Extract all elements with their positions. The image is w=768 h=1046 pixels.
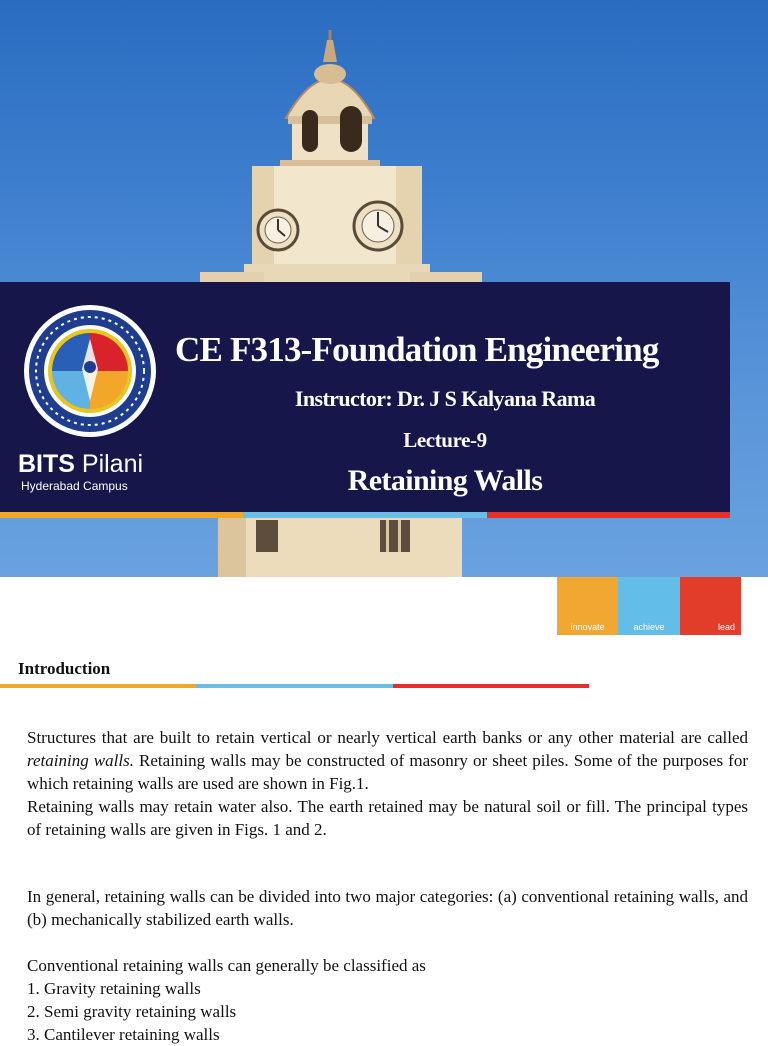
- content-body: [27, 726, 748, 1046]
- badge-innovate: innovate: [557, 577, 618, 635]
- paragraph-1: Structures that are built to retain vertical or nearly vertical earth banks or any other material are called retaining walls. Retaining walls may be constructed of masonry or sheet piles. Some of the purposes for which retaining walls are used are shown in Fig.1.: [27, 728, 748, 793]
- lecture-number: Lecture-9: [403, 428, 487, 452]
- bits-pilani-brand: [18, 450, 143, 494]
- brand-rest: Pilani: [74, 450, 144, 478]
- heading-stripe: [0, 684, 589, 688]
- badge-achieve: achieve: [618, 577, 679, 635]
- list-item: 2. Semi gravity retaining walls: [27, 1002, 237, 1021]
- motto-badges: [557, 577, 741, 635]
- bits-emblem-icon: [22, 303, 158, 439]
- list-item: 3. Cantilever retaining walls: [27, 1025, 220, 1044]
- list-item: 1. Gravity retaining walls: [27, 979, 201, 998]
- instructor-name: Instructor: Dr. J S Kalyana Rama: [294, 386, 596, 411]
- campus-label: Hyderabad Campus: [21, 479, 128, 493]
- wall-type-list: [27, 977, 748, 1046]
- brand-bold: BITS: [18, 450, 75, 478]
- lecture-topic: Retaining Walls: [347, 464, 543, 497]
- color-stripe: [0, 512, 730, 518]
- badge-lead: lead: [680, 577, 741, 635]
- paragraph-2: Retaining walls may retain water also. The earth retained may be natural soil or fill. The principal types of retaining walls are given in Figs. 1 and 2.: [27, 797, 748, 839]
- paragraph-4: Conventional retaining walls can generally be classified as: [27, 956, 426, 975]
- section-heading: Introduction: [18, 659, 111, 678]
- paragraph-3: In general, retaining walls can be divided into two major categories: (a) conventional retaining walls, and (b) mechanically stabilized earth walls.: [27, 887, 748, 929]
- course-title: CE F313-Foundation Engineering: [175, 330, 659, 369]
